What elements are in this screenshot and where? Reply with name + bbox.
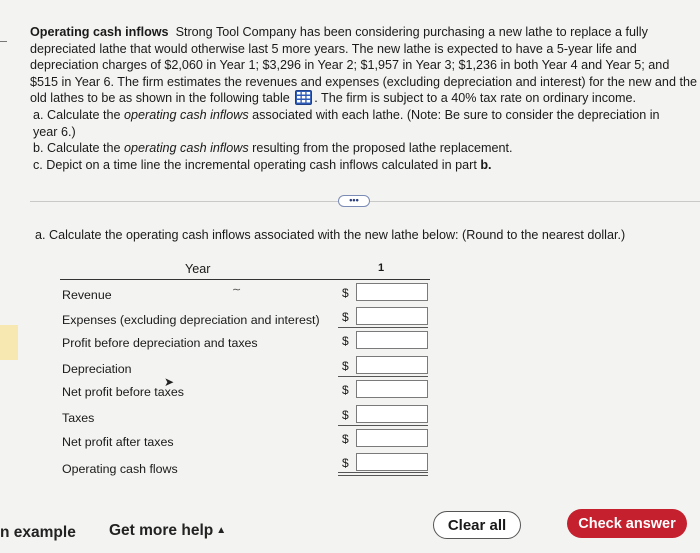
problem-intro-line-1: Strong Tool Company has been considering purchasing a new lathe to replace a fully: [175, 25, 648, 39]
problem-intro-line-5: old lathes to be as shown in the following table: [30, 91, 290, 106]
year-1-header: 1: [378, 262, 385, 274]
currency-sign: $: [342, 456, 349, 470]
profit-before-dep-input[interactable]: [356, 331, 428, 349]
problem-intro-line-3: depreciation charges of $2,060 in Year 1; $3,296 in Year 2; $1,957 in Year 3; $1,236 in both Year 4 and Year 5; and: [30, 58, 670, 73]
currency-sign: $: [342, 310, 349, 324]
get-more-help-link[interactable]: [109, 522, 226, 540]
problem-intro-line-4: $515 in Year 6. The firm estimates the revenues and expenses (excluding depreciation and interest) for the new and the: [30, 74, 697, 89]
taxes-input[interactable]: [356, 405, 428, 423]
part-a-text-line-2: year 6.): [33, 124, 76, 139]
revenue-input[interactable]: [356, 283, 428, 301]
problem-title: Operating cash inflows: [30, 25, 169, 39]
net-profit-after-taxes-input[interactable]: [356, 429, 428, 447]
part-c-text: c. Depict on a time line the incremental operating cash inflows calculated in part b.: [33, 157, 492, 172]
currency-sign: $: [342, 286, 349, 300]
currency-sign: $: [342, 432, 349, 446]
net-profit-before-taxes-input[interactable]: [356, 380, 428, 398]
question-a-prompt: a. Calculate the operating cash inflows associated with the new lathe below: (Round to the nearest dollar.): [35, 228, 626, 242]
part-a-text: a. Calculate the operating cash inflows associated with each lathe. (Note: Be sure to consider the depreciation in: [33, 107, 660, 122]
help-me-solve-example-link[interactable]: n example: [0, 524, 76, 541]
caret-up-icon: ▲: [216, 525, 227, 536]
left-accent-bar: [0, 325, 18, 360]
depreciation-input[interactable]: [356, 356, 428, 374]
row-label-profit-before-dep: Profit before depreciation and taxes: [62, 336, 258, 350]
get-more-help-label: Get more help: [109, 522, 214, 539]
data-table-icon[interactable]: [295, 90, 312, 105]
row-label-net-profit-after-taxes: Net profit after taxes: [62, 435, 174, 449]
row-label-expenses: Expenses (excluding depreciation and interest): [62, 313, 320, 327]
table-header-rule: [60, 279, 430, 280]
mouse-cursor-icon: ➤: [164, 375, 175, 389]
row-label-taxes: Taxes: [62, 411, 95, 425]
problem-intro-line-2: depreciated lathe that would otherwise last 5 more years. The new lathe is expected to have a 5-year life and: [30, 41, 637, 56]
stray-mark-icon: ∼: [232, 284, 242, 296]
currency-sign: $: [342, 334, 349, 348]
year-header: Year: [185, 262, 211, 276]
expand-more-button[interactable]: •••: [338, 195, 370, 207]
part-b-text: b. Calculate the operating cash inflows resulting from the proposed lathe replacement.: [33, 141, 513, 156]
subtotal-rule: [338, 425, 428, 426]
subtotal-rule: [338, 327, 428, 328]
clear-all-button[interactable]: Clear all: [433, 511, 521, 539]
expenses-input[interactable]: [356, 307, 428, 325]
problem-statement: [30, 24, 698, 173]
row-label-operating-cash-flows: Operating cash flows: [62, 462, 178, 476]
row-label-revenue: Revenue: [62, 288, 112, 302]
row-label-depreciation: Depreciation: [62, 362, 132, 376]
check-answer-button[interactable]: Check answer: [567, 509, 687, 538]
total-double-rule: [338, 472, 428, 476]
currency-sign: $: [342, 359, 349, 373]
row-label-net-profit-before-taxes: Net profit before taxes: [62, 385, 184, 399]
subtotal-rule: [338, 376, 428, 377]
currency-sign: $: [342, 408, 349, 422]
currency-sign: $: [342, 383, 349, 397]
left-edge-mark: [0, 41, 7, 42]
problem-tax-rate-text: . The firm is subject to a 40% tax rate on ordinary income.: [314, 91, 637, 106]
operating-cash-flows-input[interactable]: [356, 453, 428, 471]
